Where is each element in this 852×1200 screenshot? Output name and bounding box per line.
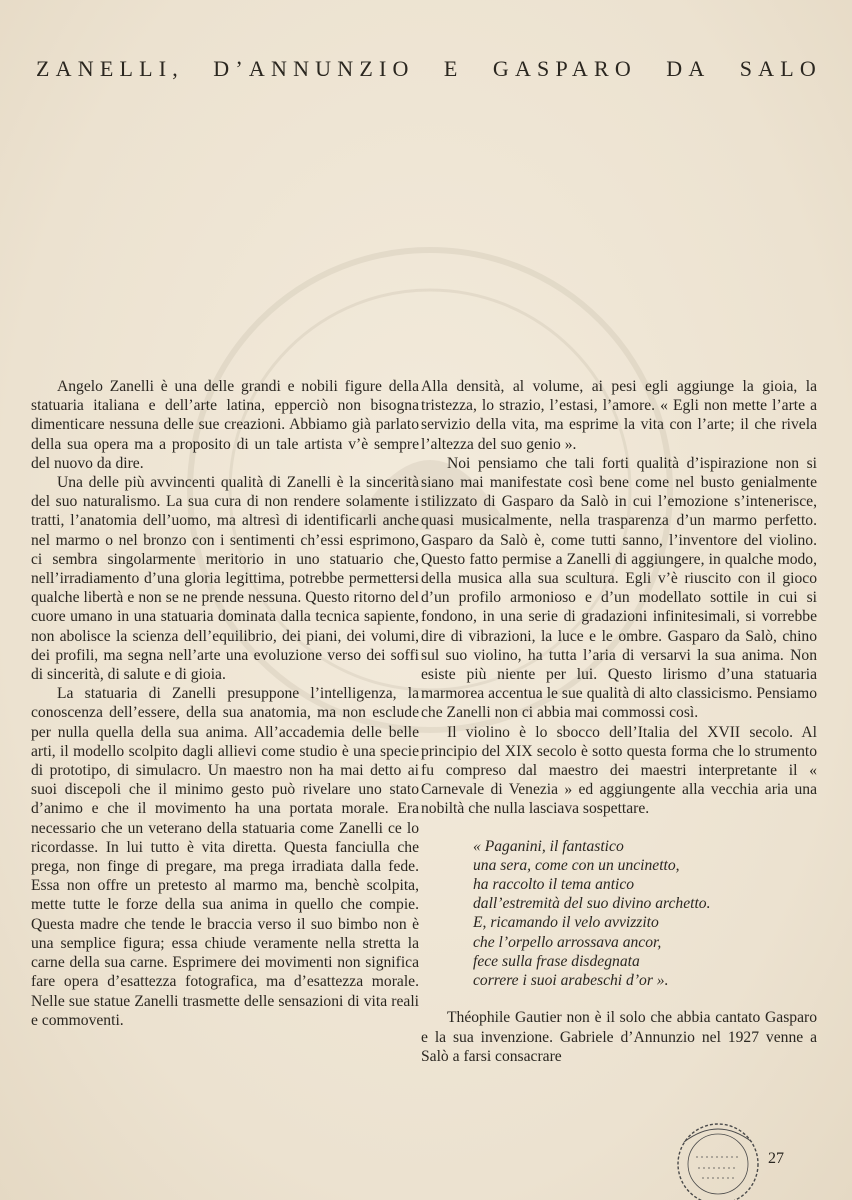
- left-column: [31, 377, 419, 1030]
- verse-line: una sera, come con un uncinetto,: [473, 856, 680, 874]
- verse-line: ha raccolto il tema antico: [473, 876, 635, 894]
- verse-line: fece sulla frase disdegnata: [473, 952, 640, 970]
- right-column: [421, 377, 817, 1066]
- paragraph: Noi pensiamo che tali forti qualità d’ispirazione non si siano mai manifestate così bene come nel busto genialmente stilizzato di Gasparo da Salò in cui l’emozione s’intenerisce, quasi musicalmente, nella trasparenza d’un marmo perfetto. Gasparo da Salò è, come tutti sanno, l’inventore del violino. Questo fatto permise a Zanelli di aggiungere, in qualche modo, della musica alla sua scultura. Egli v’è riuscito con il gioco d’un profilo armonioso e d’un modellato sottile in cui si fondono, in una serie di gradazioni infinitesimali, si vorrebbe dire di vibrazioni, la luce e le ombre. Gasparo da Salò, chino sul suo violino, ha tutta l’aria di versarvi la sua anima. Non esiste più niente per lui. Questo lirismo d’una statuaria marmorea accentua le sue qualità di alto classicismo. Pensiamo che Zanelli non ci abbia mai commossi così.: [421, 454, 817, 722]
- header-word: ZANELLI,: [36, 56, 184, 81]
- page-header: [36, 56, 822, 82]
- paragraph-continuation: Alla densità, al volume, ai pesi egli aggiunge la gioia, la tristezza, lo strazio, l’estasi, l’amore. « Egli non mette l’arte a servizio della vita, ma esprime la vita con l’arte; il che rivela l’altezza del suo genio ».: [421, 378, 817, 453]
- paragraph: Il violino è lo sbocco dell’Italia del XVII secolo. Al principio del XIX secolo è sotto questa forma che lo strumento fu compreso dal maestro dei maestri interpretante il « Carnevale di Venezia » ed aggiungente alla vecchia aria una nobiltà che nulla lasciava sospettare.: [421, 723, 817, 818]
- verse-line: correre i suoi arabeschi d’or ».: [473, 972, 669, 990]
- verse-line: dall’estremità del suo divino archetto.: [473, 895, 711, 913]
- header-word: SALO: [739, 56, 822, 81]
- verse-line: che l’orpello arrossava ancor,: [473, 933, 662, 951]
- library-stamp: [668, 1112, 768, 1200]
- header-word: E: [443, 56, 464, 81]
- verse-line: E, ricamando il velo avvizzito: [473, 914, 659, 932]
- verse-line: « Paganini, il fantastico: [473, 837, 624, 855]
- paragraph: Théophile Gautier non è il solo che abbia cantato Gasparo e la sua invenzione. Gabriele d’Annunzio nel 1927 venne a Salò a farsi consacrare: [421, 1009, 817, 1065]
- paragraph: Una delle più avvincenti qualità di Zanelli è la sincerità del suo naturalismo. La sua cura di non rendere solamente i tratti, l’anatomia dell’uomo, ma altresì di identificarli anche nel marmo o nel bronzo con i sentimenti ch’essi esprimono, ci sembra singolarmente meritorio in uno statuario che, nell’irradiamento d’una gloria legittima, potrebbe permettersi qualche libertà e non se ne prende nessuna. Questo ritorno del cuore umano in una statuaria dominata dalla tecnica sapiente, non abolisce la scienza dell’equilibrio, dei piani, dei volumi, dei profili, ma segna nell’arte una evoluzione verso dei soffi di sincerità, di salute e di gioia.: [31, 474, 419, 684]
- header-word: D’ANNUNZIO: [213, 56, 415, 81]
- paragraph: La statuaria di Zanelli presuppone l’intelligenza, la conoscenza dell’essere, della sua anatomia, ma non esclude per nulla quella della sua anima. All’accademia delle belle arti, il modello scolpito dagli allievi come studio è una specie di prototipo, di simulacro. Un maestro non ha mai detto ai suoi discepoli che il minimo gesto può rivelare uno stato d’animo e che il movimento ha una portata morale. Era necessario che un veterano della statuaria come Zanelli ce lo ricordasse. In lui tutto è vita diretta. Questa fanciulla che prega, non finge di pregare, ma prega irradiata dalla fede. Essa non offre un pretesto al marmo ma, benchè scolpita, mette tutte le forze della sua anima in quello che compie. Questa madre che tende le braccia verso il suo bimbo non è una semplice figura; essa chiude veramente nella stretta la carne della sua carne. Esprimere dei movimenti non significa fare opera d’esattezza fotografica, ma d’esattezza morale. Nelle sue statue Zanelli trasmette delle sensazioni di vita reali e commoventi.: [31, 685, 419, 1029]
- page-number: 27: [768, 1150, 784, 1167]
- verse-quote: [473, 837, 817, 991]
- header-word: GASPARO: [492, 56, 637, 81]
- header-word: DA: [666, 56, 711, 81]
- paragraph: Angelo Zanelli è una delle grandi e nobili figure della statuaria italiana e dell’arte latina, epperciò non bisogna dimenticare nessuna delle sue creazioni. Abbiamo già parlato della sua opera ma a proposito di un tale artista v’è sempre del nuovo da dire.: [31, 378, 419, 472]
